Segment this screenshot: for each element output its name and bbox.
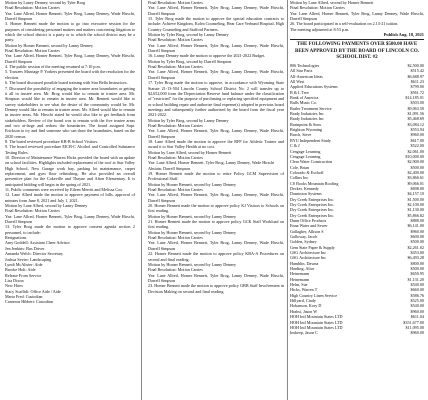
payment-amount: $561.72	[410, 89, 424, 95]
payment-amount: $3,084.12	[407, 121, 424, 127]
vendor-name: 806 Technologies	[290, 63, 320, 69]
payment-amount: $888.00	[410, 217, 424, 223]
vendor-name: All West	[290, 79, 305, 85]
vendor-name: Applied Educations Systems	[290, 84, 338, 90]
vendor-name: B & L Tree	[290, 89, 309, 95]
vendor-name: GSG Architecture Inc	[290, 250, 327, 256]
paragraph: Motion by Homer Bennett, second by Lanny Denney	[148, 181, 237, 187]
payment-amount: $650.95	[410, 271, 424, 277]
paragraph: 8. The board reviewed procedure KB-B School Visitors.	[5, 138, 99, 144]
paragraph: Maria Fred: Custodian	[5, 293, 43, 299]
payment-amount: $960.00	[410, 308, 424, 314]
vendor-name: GSG Architecture Inc	[290, 255, 327, 261]
paragraph: The meeting adjourned at 8:53 p.m.	[290, 26, 350, 32]
column-divider	[287, 0, 288, 400]
paragraph: 15. Tyler Brog made the motion to approve the special education contracts to include: Achieve Kingdom, Kolea Counseling, Hear Care Verbund Hospital, High Country Counseling and Stafford Partners.	[148, 16, 284, 32]
paragraph: Yea: Lane Allred, Homer Bennett, Tyler Brog, Lanny Denney, Wade Hirschi, Darrell Simpson	[148, 240, 284, 251]
payment-amount: $4,157.10	[407, 191, 424, 197]
payment-amount: $1,131.20	[407, 276, 424, 282]
paragraph: Motion by Homer Bennett, second by Lanny Denney	[148, 229, 237, 235]
paragraph: Final Resolution: Motion Carries	[148, 235, 203, 241]
vendor-name: Cole, Brian	[290, 164, 310, 170]
paragraph: Joshua Sevier: Landscaping	[5, 256, 52, 262]
payment-amount: $10,000.00	[405, 153, 424, 159]
paragraph: Yea: Lane Allred, Homer Bennett, Tyler Brog, Lanny Denney, Wade Hirschi, Darrell Simpson	[148, 192, 284, 203]
paragraph: Release From Service	[5, 272, 42, 278]
payment-amount: $14,185.01	[405, 95, 424, 101]
paragraph: Jen Jenkins: Bus Driver	[5, 245, 45, 251]
paragraph: 26. The board participated in a self-evaluation on 2.13-21 tuition.	[290, 21, 399, 27]
payment-amount: $500.00	[410, 164, 424, 170]
paragraph: Yea: Lane Allred, Homer Bennett, Tyler Brog, Lanny Denney, Wade Hirschi, Darrell Simpson	[148, 128, 284, 139]
payment-amount: $960.00	[410, 132, 424, 138]
payment-amount: $2,400.00	[407, 169, 424, 175]
payment-amount: $600.00	[410, 234, 424, 240]
vendor-name: All Star Parts	[290, 68, 313, 74]
paragraph: Final Resolution: Motion Carries	[5, 48, 60, 54]
paragraph: 11. Public comments were received by Eileen Merritt and Melissa Cox.	[5, 187, 124, 193]
paragraph: Motion by Homer Bennett, second by Lanny Denney	[148, 261, 237, 267]
payment-amount: $1,500.00	[407, 196, 424, 202]
paragraph: 19. Homer Bennett made the motion to retire Policy GCM Supervision of Professional Staff.	[148, 171, 284, 182]
vendor-name: Brainpoint & Sons	[290, 121, 322, 127]
paragraph: 20. Homer Bennett made the motion to approve policy KJ Visitors to Schools on first reading.	[148, 203, 284, 214]
vendor-name: Colorado & Eschoff	[290, 169, 324, 175]
paragraph: 13. Tyler Brog made the motion to approve consent agenda section 2 personnel, to include:	[5, 224, 135, 235]
vendor-name: Brady Industries Inc	[290, 116, 324, 122]
vendor-name: Golden, Sydney	[290, 239, 317, 245]
paragraph: 4. The public session of the meeting resumed at 7:10 p.m.	[5, 64, 101, 70]
vendor-name: Brady Industries Inc	[290, 111, 324, 117]
vendor-name: Cengage Learning	[290, 153, 321, 159]
vendor-name: Hokanson, Kory D	[290, 303, 322, 309]
paragraph: Yea: Lane Allred, Homer Bennett, Tyler Brog, Lanny Denney, Wade Hirschi, Darrell Simpson	[148, 42, 284, 54]
paragraph: Yea: Lane Allred, Homer Bennett, Tyler Brog, Lanny Denney, Wade Hirschi, Darrell Simpson	[5, 213, 135, 225]
vendor-name: Burch, Steve	[290, 132, 312, 138]
paragraph: Amy Goddell: Assistant Cheer Advisor	[5, 240, 70, 246]
payment-amount: $2,261.02	[407, 244, 424, 250]
paragraph: Stacy Scaffidi: Office Aide / Aide	[5, 288, 61, 294]
vendor-name: HOH Intl Mountain States LTD	[290, 314, 343, 320]
vendor-name: Helm, Sue	[290, 282, 308, 288]
vendor-name: Harding, Alice	[290, 266, 315, 272]
paragraph: Motion by Homer Bennett, second by Lanny Denney	[148, 213, 237, 219]
paragraph: Yea: Lane Allred, Homer Bennett, Tyler Brog, Lanny Denney, Wade Hirschi, Darrell Simpson	[148, 272, 284, 283]
paragraph: Final Resolution: Motion Carries	[148, 122, 203, 128]
paragraph: Yea: Lane Allred, Homer Bennett, Tyler Brog, Lanny Denney, Wade Hirschi, Darrell Simpson	[290, 10, 424, 22]
payment-amount: $6,493.28	[407, 255, 424, 261]
paragraph: Resignations	[5, 235, 27, 241]
paragraph: Yea: Lane Allred, Homer Bennett, Tyler Brog, Lanny Denney, Wade Hirschi	[148, 160, 275, 166]
vendor-name: Clear Water Construction	[290, 159, 333, 165]
payment-amount: $5,468.69	[407, 116, 424, 122]
paragraph: Yea: Lane Allred, Homer Bennett, Tyler Brog, Lanny Denney, Wade Hirschi, Darrell Simpson	[148, 69, 284, 80]
article-column-2	[148, 0, 284, 400]
paragraph: Final Resolution: Motion Carries	[5, 5, 60, 11]
paragraph: Final Resolution: Motion Carries	[148, 187, 203, 193]
paragraph: Motion by Homer Bennett, second by Lanny Denney	[5, 42, 94, 48]
paragraph: Motion by Tyler Brog, second by Darrell Simpson	[148, 58, 232, 64]
payment-amount: $960.00	[410, 330, 424, 336]
vendor-name: Bank of America	[290, 95, 319, 101]
vendor-name: Hrabsi, Jason W	[290, 308, 318, 314]
vendor-name: Enna Water and Sewer	[290, 223, 328, 229]
paragraph: Motion by Lane Allred, second by Homer Bennett	[148, 149, 232, 155]
payments-heading: THE FOLLOWING PAYMENTS OVER $500.00 HAVE BEEN APPROVED BY THE BOARD OF LINCOLN CO. SCHOOL DIST. #2	[295, 42, 419, 60]
vendor-name: Butler Treatment Service	[290, 105, 332, 111]
payment-amount: $617.00	[410, 137, 424, 143]
payment-amount: $351,677.00	[403, 319, 424, 325]
paragraph: 18. Lane Allred made the motion to approve the RFP for Athletic Trainer and award it to Star Valley Health at no cost.	[148, 138, 284, 150]
paragraph: Cameron Hibbert: Custodian	[5, 299, 53, 305]
vendor-row	[290, 330, 424, 335]
paragraph: 7. Discussed the possibility of engaging the trustee area boundaries or getting it all in trustee area. Mr. Brog would like to remain in trustee area. Mr. Simpson would like to remain in trustee area. Mr. Bennett would like to survey stakeholders to see what the desire of the community would be. Mr. Denney would like to remain in trustee areas. Mr. Allred would like to remain in trustee areas. Mr. Hirschi stated he would also like to get feedback from stakeholders. Review of the board was to remain with the five trustee areas and two at-large and redraw the boundaries. The board assigned Supt. Erickson to try and find someone who can draw the boundaries, based on the 2020 census.	[5, 85, 135, 139]
vendor-name: Cengage Learning	[290, 148, 321, 154]
payment-amount: $3,866.61	[407, 175, 424, 181]
paragraph: 21. Homer Bennett made the motion to approve policy GCK Staff Workload on first reading.	[148, 219, 284, 230]
paragraph: Yea: Lane Allred, Homer Bennett, Tyler Brog, Lanny Denney, Wade Hirschi, Darrell Simpson	[5, 10, 135, 22]
vendor-name: Hicks, Warren T	[290, 287, 318, 293]
vendor-name: Hillyard, Cindy	[290, 298, 316, 304]
vendor-name: Heinemann	[290, 271, 310, 277]
payment-amount: $1,091.56	[407, 111, 424, 117]
payment-amount: $799.00	[410, 84, 424, 90]
payment-amount: $525.00	[410, 298, 424, 304]
vendor-name: Collins Inc	[290, 175, 309, 181]
payment-amount: $515.42	[410, 68, 424, 74]
payment-amount: $611.04	[410, 314, 424, 320]
paragraph: 10. Director of Maintenance Warren Hicks provided the board with an update on school facilities. Highlights included replacement of the roof at Star Valley High School, New Garage work bay, parking lot maintenance, carpet replacement, and gym floor refinishing. He also provided an overall preventive plan for the Cokeville and Thayne and Afton Elementary. It is anticipated bidding will begin in the spring of 2021.	[5, 154, 135, 187]
paragraph: Brooke Holt: Aide	[5, 267, 36, 273]
vendor-name: Dry Creek Enterprises Inc.	[290, 196, 335, 202]
vendor-name: Dry Creek Enterprises Inc.	[290, 201, 335, 207]
paragraph: Motion by Tyler Brog, second by Lanny Denney	[148, 117, 229, 123]
paragraph: Final Resolution: Motion Carries	[148, 267, 203, 273]
payment-amount: $660.00	[410, 287, 424, 293]
vendor-payment-list	[290, 63, 424, 336]
payment-amount: $540.00	[410, 282, 424, 288]
payment-amount: $611.23	[410, 79, 424, 85]
paragraph: Yea: Lane Allred, Homer Bennett, Tyler Brog, Lanny Denney, Wade Hirschi, Darrell Simpson	[148, 5, 284, 16]
payment-amount: $9,063.50	[407, 105, 424, 111]
vendor-name: Gem State Paper & Supply	[290, 244, 335, 250]
vendor-name: Gallagher, Allison S	[290, 228, 324, 234]
divider	[290, 39, 424, 40]
paragraph: New Hires	[5, 283, 23, 289]
payment-amount: $553.94	[410, 127, 424, 133]
payment-amount: $2,061.00	[407, 148, 424, 154]
payment-amount: $453.00	[410, 250, 424, 256]
vendor-name: All-American Ideas	[290, 73, 323, 79]
paragraph: Motion by Tyler Brog, second by Lanny Denney	[148, 32, 229, 38]
payment-amount: $11,095.00	[405, 324, 424, 330]
paragraph: Lisa Dixon	[5, 277, 24, 283]
vendor-name: C & J	[290, 143, 300, 149]
paragraph: Yea: Lane Allred, Homer Bennett, Tyler Brog, Lanny Denney, Wade Hirschi, Darrell Simpson	[5, 53, 135, 64]
paragraph: Final Resolution: Motion Carries	[148, 154, 203, 160]
vendor-name: Heinemann	[290, 276, 310, 282]
vendor-name: Decker, Kennedy	[290, 185, 319, 191]
payment-amount: $500.00	[410, 266, 424, 272]
article-column-3	[290, 0, 424, 400]
payment-amount: $5,866.82	[407, 212, 424, 218]
column-divider	[141, 0, 142, 400]
publish-date: Publish Aug. 18, 2021	[383, 32, 424, 38]
vendor-name: Inskeep, Jason C	[290, 330, 318, 336]
paragraph: Amanda Welch: Director Secretary	[5, 251, 64, 257]
vendor-name: CS Books Mountain Roofing	[290, 180, 339, 186]
vendor-name: Dominion Systems	[290, 191, 322, 197]
payment-amount: $1,130.00	[407, 207, 424, 213]
paragraph: Final Resolution: Motion Carries	[148, 37, 203, 43]
vendor-name: High Country Linen Service	[290, 292, 338, 298]
payment-amount: $500.00	[410, 239, 424, 245]
paragraph: Lyndi McAlister: Aide	[5, 261, 43, 267]
paragraph: Final Resolution: Motion Carries	[5, 208, 60, 214]
payment-amount: $586.76	[410, 292, 424, 298]
paragraph: 6. The board discussed possible board training with Star Bella Instructors.	[5, 80, 128, 86]
payment-amount: $698.00	[410, 185, 424, 191]
payment-amount: $2,500.00	[407, 63, 424, 69]
paragraph: Final Resolution: Motion Carries	[148, 64, 203, 70]
payment-amount: $9,066.01	[407, 180, 424, 186]
paragraph: Abstain: Darrell Simpson	[148, 165, 191, 171]
payment-amount: $2,100.00	[407, 201, 424, 207]
payment-amount: $522.00	[410, 143, 424, 149]
paragraph: 9. The board reviewed procedure EICB-C Alcohol and Controlled Substance Testing Rules.	[5, 144, 135, 155]
vendor-name: Dry Creek Enterprises Inc.	[290, 212, 335, 218]
payment-amount: $2,900.00	[407, 159, 424, 165]
paragraph: 16. Lanny Denney made the motion to approve the 2021-2022 Budget.	[148, 53, 266, 59]
paragraph: Final Resolution: Motion Carries	[148, 0, 203, 5]
paragraph: Motion by Laney Denney, second by Tyler Brog	[5, 0, 86, 5]
payment-amount: $6,141.00	[407, 223, 424, 229]
vendor-name: BYU Independent Study	[290, 137, 331, 143]
paragraph: 5. Trustees Marriage P. Yorkers presented the board with the resolution for the election.	[5, 69, 135, 80]
paragraph: 23. Homer Bennett made the motion to approve policy GBB Staff Involvement in Decision Making on second and final reading.	[148, 283, 284, 294]
payment-amount: $540.00	[410, 303, 424, 309]
paragraph: 17. Tyler Brog made the motion to approve, in accordance with Wyoming State Statute 21-13-504 Lincoln County School District No. 2 will transfer up to $2,652,000 from the Depreciation Reserve fund balance under the classification of "restricted" for the purpose of purchasing or replacing specified equipment and or school building repair and authorize final expense(s) adopted in previous board meetings and subsequently further authorized by the board from the fiscal year 2021-2022.	[148, 80, 284, 118]
vendor-name: HOH Intl Mountain States LTD	[290, 319, 343, 325]
paragraph: 3. Homer Bennett made the motion to go into executive session for the purposes of considering personnel matters and matters concerning litigation to which the school district is a party or to which the school district may be a party.	[5, 21, 135, 43]
article-column-1	[5, 0, 135, 400]
payment-amount: $503.00	[410, 100, 424, 106]
paragraph: 12. Lane Allred made the motion to approve payment of bills, approval of minutes from June 8, 2021 and July 1, 2021.	[5, 192, 135, 203]
vendor-name: Bulls Music Co.	[290, 100, 318, 106]
vendor-name: Hamblin, Dawna	[290, 260, 319, 266]
paragraph: Final Resolution: Motion Carries	[290, 5, 345, 11]
vendor-name: HOH Intl Mountain States LTD	[290, 324, 343, 330]
payment-amount: $6,688.97	[407, 73, 424, 79]
vendor-name: Dry Creek Enterprises Inc.	[290, 207, 335, 213]
payment-amount: $960.00	[410, 228, 424, 234]
vendor-name: Galloway, Jacob	[290, 234, 318, 240]
vendor-name: Dunn Office Products	[290, 217, 327, 223]
payment-amount: $800.00	[410, 260, 424, 266]
vendor-name: Brighton Wyoming	[290, 127, 322, 133]
paragraph: Motion by Lane Allred, second by Lanny Denney	[5, 203, 88, 209]
paragraph: Motion by Lane Allred, second by Homer Bennett	[290, 0, 374, 5]
paragraph: 22. Homer Bennett made the motion to approve policy KBA-A Procedures on second and final reading.	[148, 251, 284, 262]
minutes-continuation	[290, 0, 424, 32]
